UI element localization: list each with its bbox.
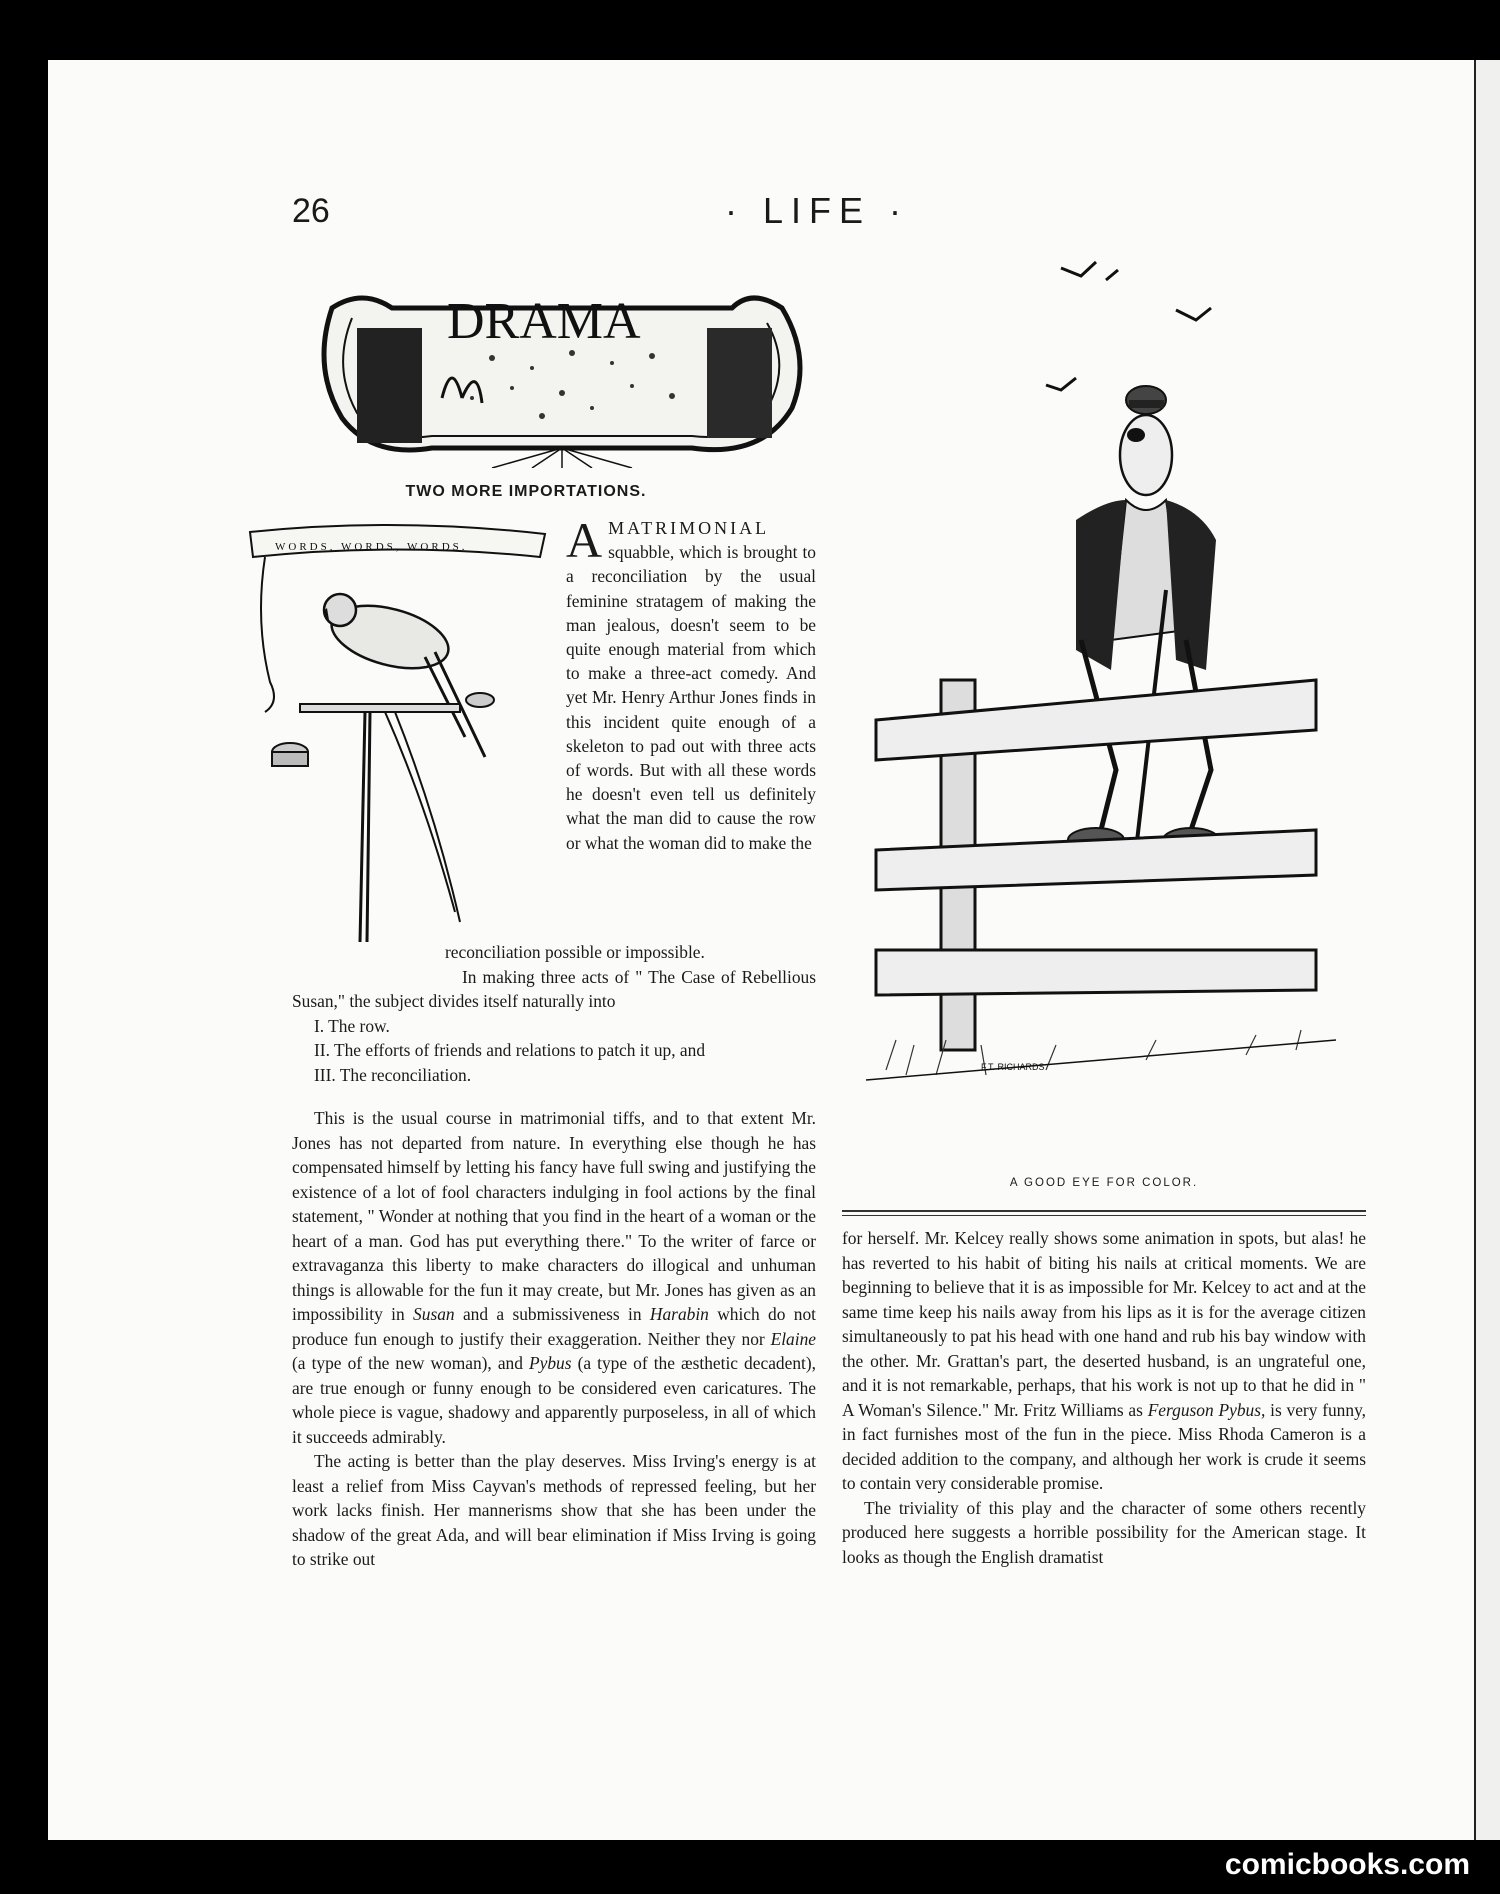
- tramp-on-fence-illustration: [846, 250, 1346, 1150]
- illustration-caption: A GOOD EYE FOR COLOR.: [1009, 1177, 1199, 1189]
- page-number: 26: [292, 192, 330, 230]
- page-edge: [1474, 60, 1500, 1840]
- paragraph-case: In making three acts of " The Case of Rebellious Susan," the subject divides itself naturally into: [292, 966, 816, 1011]
- paragraph-acting: The acting is better than the play deserves. Miss Irving's energy is at least a relief from Miss Cayvan's methods of repressed feeling, but her work lacks finish. Her mannerisms show that she has been under the shadow of the great Ada, and will bear elimination if Miss Irving is going to strike out: [292, 1451, 816, 1569]
- parrot-banner-text: WORDS, WORDS, WORDS.: [275, 541, 468, 553]
- section-title: TWO MORE IMPORTATIONS.: [405, 483, 647, 500]
- left-column-upper: [292, 940, 816, 1087]
- list-item-3: III. The reconciliation.: [314, 1064, 472, 1085]
- list-item-1: I. The row.: [314, 1015, 390, 1036]
- masthead-title: · LIFE ·: [725, 190, 910, 231]
- italic-elaine: Elaine: [770, 1328, 816, 1349]
- text-run: which do not produce fun enough to justify their exaggeration. Neither they nor: [292, 1304, 817, 1349]
- text-run: is very funny, in fact furnishes most of the fun in the piece. Miss Rhoda Cameron is a decided addition to the company, and although her work is crude it seems to contain very considerable promise.: [842, 1399, 1366, 1493]
- italic-susan: Susan: [413, 1304, 455, 1324]
- text-run: (a type of the æsthetic decadent), are true enough or funny enough to be considered even caricatures. The whole piece is vague, shadowy and apparently purposeless, in all of which it succeeds admirably.: [292, 1353, 816, 1447]
- text-run: (a type of the new woman), and: [292, 1353, 530, 1373]
- drop-cap: A: [566, 512, 603, 568]
- text-run: and a submissiveness in: [454, 1304, 650, 1324]
- parrot-illustration: [245, 522, 565, 942]
- left-column-lower: [292, 1106, 816, 1572]
- list-item-2: II. The efforts of friends and relations to patch it up, and: [314, 1040, 706, 1060]
- italic-harabin: Harabin: [649, 1304, 709, 1324]
- column-divider-thin: [842, 1215, 1366, 1216]
- italic-pybus: Pybus: [529, 1353, 572, 1373]
- drama-banner-label: DRAMA: [447, 293, 641, 350]
- artist-signature: F.T. RICHARDS: [981, 1062, 1045, 1072]
- intro-caps: MATRIMONIAL: [608, 518, 770, 538]
- column-divider: [842, 1210, 1366, 1212]
- site-watermark: comicbooks.com: [1224, 1848, 1470, 1881]
- paragraph-kelcey: [842, 1226, 1366, 1496]
- intro-column: [566, 512, 816, 855]
- italic-ferguson-pybus: Ferguson Pybus,: [1147, 1399, 1266, 1420]
- intro-text: squabble, which is brought to a reconciliation by the usual feminine stratagem of making the man jealous, doesn't seem to be quite enough material from which to make a three-act comedy. And yet Mr. Henry Arthur Jones finds in this incident quite enough of a skeleton to pad out with three acts of words. But with all these words he doesn't even tell us definitely what the man did to cause the row or what the woman did to make the: [566, 542, 816, 853]
- paragraph-course: [292, 1106, 816, 1449]
- right-column-lower: [842, 1226, 1366, 1569]
- paragraph-continued: reconciliation possible or impossible.: [445, 942, 705, 962]
- drama-banner-illustration: [312, 268, 812, 468]
- text-run: This is the usual course in matrimonial tiffs, and to that extent Mr. Jones has not departed from nature. In everything else though he has compensated himself by letting his fancy have full swing and justifying the existence of a lot of fool characters indulging in fool actions by the final statement, " Wonder at nothing that you find in the heart of a woman or the heart of a man. God has put everything there." To the writer of farce or extravaganza this liberty to make characters do illogical and unhuman things is allowable for the fun it may create, but Mr. Jones has given as an impossibility in: [292, 1108, 816, 1324]
- paragraph-triviality: The triviality of this play and the character of some others recently produced here suggests a horrible possibility for the American stage. It looks as though the English dramatist: [842, 1497, 1366, 1567]
- text-run: for herself. Mr. Kelcey really shows some animation in spots, but alas! he has reverted to his habit of biting his nails at critical moments. We are beginning to believe that it is as impossible for Mr. Kelcey to act and at the same time keep his nails away from his lips as it is for the average citizen simultaneously to pat his head with one hand and rub his bay window with the other. Mr. Grattan's part, the deserted husband, is an ungrateful one, and it is not remarkable, perhaps, that his work is not up to that he did in " A Woman's Silence." Mr. Fritz Williams as: [842, 1228, 1366, 1420]
